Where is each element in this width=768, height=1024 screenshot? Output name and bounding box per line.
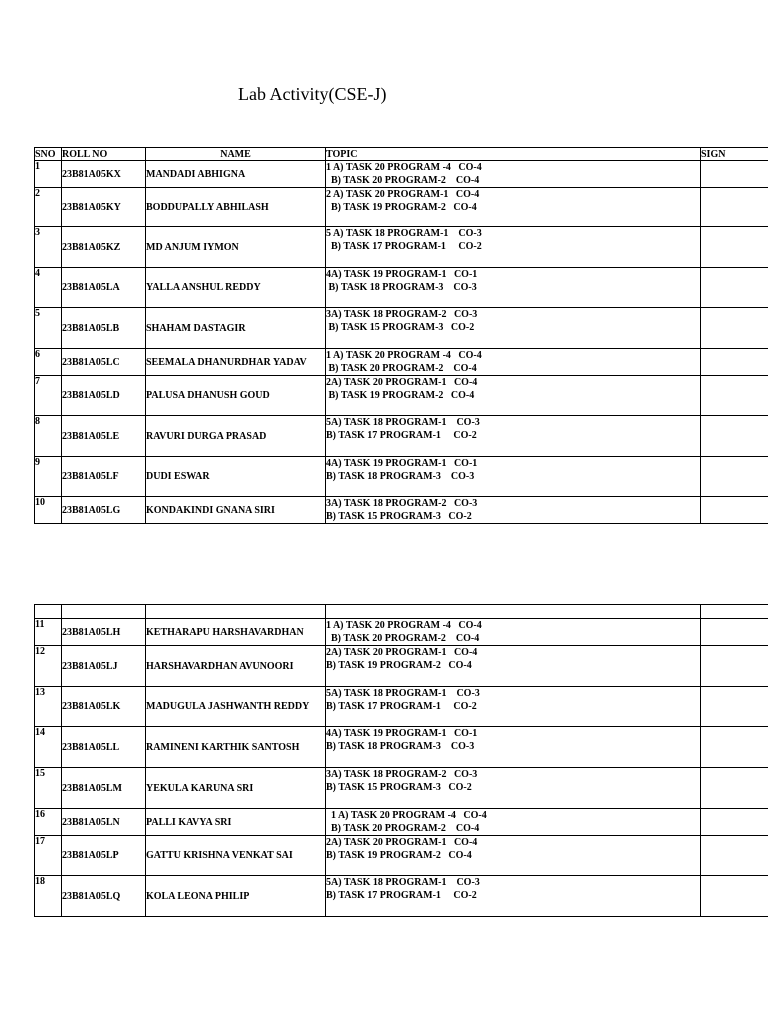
sign-cell: [701, 376, 768, 416]
sno-cell: 4: [35, 268, 62, 308]
topic-cell: [326, 646, 701, 687]
table-row: [35, 836, 768, 876]
topic-line: B) TASK 15 PROGRAM-3 CO-2: [326, 782, 472, 793]
roll-no-cell: 23B81A05LJ: [62, 646, 146, 687]
sign-cell: [701, 497, 768, 524]
topic-line: 3A) TASK 18 PROGRAM-2 CO-3: [326, 498, 478, 509]
topic-line: B) TASK 19 PROGRAM-2 CO-4: [326, 850, 472, 861]
topic-line: 3A) TASK 18 PROGRAM-2 CO-3: [326, 309, 478, 320]
blank-header-cell: [146, 605, 326, 619]
table-row: [35, 619, 768, 646]
sign-cell: [701, 619, 768, 646]
sign-cell: [701, 268, 768, 308]
name-cell: HARSHAVARDHAN AVUNOORI: [146, 646, 326, 687]
blank-header-cell: [701, 605, 768, 619]
column-header-sno: SNO: [35, 148, 62, 161]
name-cell: MANDADI ABHIGNA: [146, 161, 326, 188]
topic-line: 1 A) TASK 20 PROGRAM -4 CO-4: [326, 810, 487, 821]
topic-line: 5A) TASK 18 PROGRAM-1 CO-3: [326, 877, 480, 888]
topic-line: B) TASK 17 PROGRAM-1 CO-2: [326, 890, 477, 901]
table-row: [35, 768, 768, 809]
roll-no-cell: 23B81A05LH: [62, 619, 146, 646]
name-cell: RAMINENI KARTHIK SANTOSH: [146, 727, 326, 768]
name-cell: PALLI KAVYA SRI: [146, 809, 326, 836]
topic-line: 5A) TASK 18 PROGRAM-1 CO-3: [326, 688, 480, 699]
table-row: [35, 457, 768, 497]
name-cell: KONDAKINDI GNANA SIRI: [146, 497, 326, 524]
topic-cell: [326, 876, 701, 917]
sno-cell: 18: [35, 876, 62, 917]
name-cell: MD ANJUM IYMON: [146, 227, 326, 268]
table-row: [35, 376, 768, 416]
sno-cell: 2: [35, 188, 62, 227]
table-row: [35, 876, 768, 917]
sign-cell: [701, 768, 768, 809]
sno-cell: 15: [35, 768, 62, 809]
table-header-row: [35, 148, 768, 161]
table-row: [35, 161, 768, 188]
sign-cell: [701, 646, 768, 687]
roll-no-cell: 23B81A05LF: [62, 457, 146, 497]
column-header-topic: TOPIC: [326, 148, 701, 161]
topic-cell: [326, 268, 701, 308]
topic-line: B) TASK 19 PROGRAM-2 CO-4: [326, 390, 475, 401]
topic-line: B) TASK 15 PROGRAM-3 CO-2: [326, 322, 475, 333]
topic-cell: [326, 457, 701, 497]
sno-cell: 12: [35, 646, 62, 687]
topic-line: 1 A) TASK 20 PROGRAM -4 CO-4: [326, 162, 482, 173]
topic-line: 5 A) TASK 18 PROGRAM-1 CO-3: [326, 228, 482, 239]
topic-line: B) TASK 17 PROGRAM-1 CO-2: [326, 241, 482, 252]
sign-cell: [701, 416, 768, 457]
roll-no-cell: 23B81A05LA: [62, 268, 146, 308]
sign-cell: [701, 188, 768, 227]
topic-line: B) TASK 19 PROGRAM-2 CO-4: [326, 660, 472, 671]
topic-cell: [326, 727, 701, 768]
sno-cell: 17: [35, 836, 62, 876]
topic-cell: [326, 188, 701, 227]
blank-header-row: [35, 605, 768, 619]
topic-line: B) TASK 18 PROGRAM-3 CO-3: [326, 741, 475, 752]
name-cell: KETHARAPU HARSHAVARDHAN: [146, 619, 326, 646]
blank-header-cell: [326, 605, 701, 619]
topic-line: B) TASK 18 PROGRAM-3 CO-3: [326, 471, 475, 482]
roll-no-cell: 23B81A05LM: [62, 768, 146, 809]
sno-cell: 14: [35, 727, 62, 768]
roll-no-cell: 23B81A05LE: [62, 416, 146, 457]
sno-cell: 3: [35, 227, 62, 268]
topic-line: 4A) TASK 19 PROGRAM-1 CO-1: [326, 458, 478, 469]
roll-no-cell: 23B81A05KZ: [62, 227, 146, 268]
topic-line: B) TASK 17 PROGRAM-1 CO-2: [326, 430, 477, 441]
table-row: [35, 188, 768, 227]
table-row: [35, 268, 768, 308]
blank-header-cell: [62, 605, 146, 619]
document-title: Lab Activity(CSE-J): [238, 84, 387, 104]
sno-cell: 13: [35, 687, 62, 727]
topic-line: B) TASK 17 PROGRAM-1 CO-2: [326, 701, 477, 712]
sign-cell: [701, 227, 768, 268]
column-header-roll-no: ROLL NO: [62, 148, 146, 161]
roll-no-cell: 23B81A05LC: [62, 349, 146, 376]
table-row: [35, 349, 768, 376]
table-row: [35, 727, 768, 768]
sign-cell: [701, 687, 768, 727]
topic-cell: [326, 768, 701, 809]
topic-line: B) TASK 18 PROGRAM-3 CO-3: [326, 282, 477, 293]
name-cell: KOLA LEONA PHILIP: [146, 876, 326, 917]
name-cell: GATTU KRISHNA VENKAT SAI: [146, 836, 326, 876]
roll-no-cell: 23B81A05LK: [62, 687, 146, 727]
name-cell: YEKULA KARUNA SRI: [146, 768, 326, 809]
topic-line: 2 A) TASK 20 PROGRAM-1 CO-4: [326, 189, 480, 200]
table-row: [35, 809, 768, 836]
topic-cell: [326, 376, 701, 416]
roll-no-cell: 23B81A05LD: [62, 376, 146, 416]
roll-no-cell: 23B81A05KY: [62, 188, 146, 227]
sign-cell: [701, 457, 768, 497]
topic-line: B) TASK 20 PROGRAM-2 CO-4: [326, 633, 480, 644]
topic-line: B) TASK 20 PROGRAM-2 CO-4: [326, 823, 480, 834]
sign-cell: [701, 809, 768, 836]
table-row: [35, 646, 768, 687]
topic-line: 4A) TASK 19 PROGRAM-1 CO-1: [326, 269, 478, 280]
sno-cell: 16: [35, 809, 62, 836]
roll-no-cell: 23B81A05LN: [62, 809, 146, 836]
name-cell: DUDI ESWAR: [146, 457, 326, 497]
table-row: [35, 687, 768, 727]
topic-line: 1 A) TASK 20 PROGRAM -4 CO-4: [326, 620, 482, 631]
sno-cell: 10: [35, 497, 62, 524]
sign-cell: [701, 308, 768, 349]
sign-cell: [701, 161, 768, 188]
sign-cell: [701, 836, 768, 876]
name-cell: BODDUPALLY ABHILASH: [146, 188, 326, 227]
column-header-sign: SIGN: [701, 148, 768, 161]
topic-line: 2A) TASK 20 PROGRAM-1 CO-4: [326, 377, 478, 388]
roll-no-cell: 23B81A05LB: [62, 308, 146, 349]
table-row: [35, 416, 768, 457]
topic-cell: [326, 161, 701, 188]
roll-no-cell: 23B81A05LL: [62, 727, 146, 768]
topic-line: B) TASK 20 PROGRAM-2 CO-4: [326, 363, 477, 374]
roll-no-cell: 23B81A05KX: [62, 161, 146, 188]
sno-cell: 1: [35, 161, 62, 188]
topic-line: B) TASK 15 PROGRAM-3 CO-2: [326, 511, 472, 522]
topic-line: 1 A) TASK 20 PROGRAM -4 CO-4: [326, 350, 482, 361]
topic-line: 2A) TASK 20 PROGRAM-1 CO-4: [326, 837, 478, 848]
name-cell: SHAHAM DASTAGIR: [146, 308, 326, 349]
topic-line: B) TASK 20 PROGRAM-2 CO-4: [326, 175, 480, 186]
attendance-table-page-1: [34, 147, 768, 524]
table-row: [35, 308, 768, 349]
topic-line: 3A) TASK 18 PROGRAM-2 CO-3: [326, 769, 478, 780]
sno-cell: 9: [35, 457, 62, 497]
topic-cell: [326, 308, 701, 349]
topic-cell: [326, 497, 701, 524]
roll-no-cell: 23B81A05LG: [62, 497, 146, 524]
table-body-page-2: [35, 619, 768, 917]
topic-cell: [326, 836, 701, 876]
name-cell: PALUSA DHANUSH GOUD: [146, 376, 326, 416]
name-cell: RAVURI DURGA PRASAD: [146, 416, 326, 457]
name-cell: SEEMALA DHANURDHAR YADAV: [146, 349, 326, 376]
table-body-page-1: [35, 161, 768, 524]
sno-cell: 5: [35, 308, 62, 349]
table-row: [35, 227, 768, 268]
topic-cell: [326, 227, 701, 268]
sign-cell: [701, 727, 768, 768]
attendance-table-page-2: [34, 604, 768, 917]
topic-cell: [326, 809, 701, 836]
sno-cell: 11: [35, 619, 62, 646]
column-header-name: NAME: [146, 148, 326, 161]
roll-no-cell: 23B81A05LP: [62, 836, 146, 876]
table-row: [35, 497, 768, 524]
topic-cell: [326, 687, 701, 727]
topic-line: 2A) TASK 20 PROGRAM-1 CO-4: [326, 647, 478, 658]
roll-no-cell: 23B81A05LQ: [62, 876, 146, 917]
sno-cell: 6: [35, 349, 62, 376]
topic-cell: [326, 416, 701, 457]
sign-cell: [701, 876, 768, 917]
blank-header-cell: [35, 605, 62, 619]
sno-cell: 8: [35, 416, 62, 457]
topic-line: 4A) TASK 19 PROGRAM-1 CO-1: [326, 728, 478, 739]
sign-cell: [701, 349, 768, 376]
topic-line: B) TASK 19 PROGRAM-2 CO-4: [326, 202, 477, 213]
topic-line: 5A) TASK 18 PROGRAM-1 CO-3: [326, 417, 480, 428]
name-cell: YALLA ANSHUL REDDY: [146, 268, 326, 308]
name-cell: MADUGULA JASHWANTH REDDY: [146, 687, 326, 727]
topic-cell: [326, 619, 701, 646]
sno-cell: 7: [35, 376, 62, 416]
topic-cell: [326, 349, 701, 376]
